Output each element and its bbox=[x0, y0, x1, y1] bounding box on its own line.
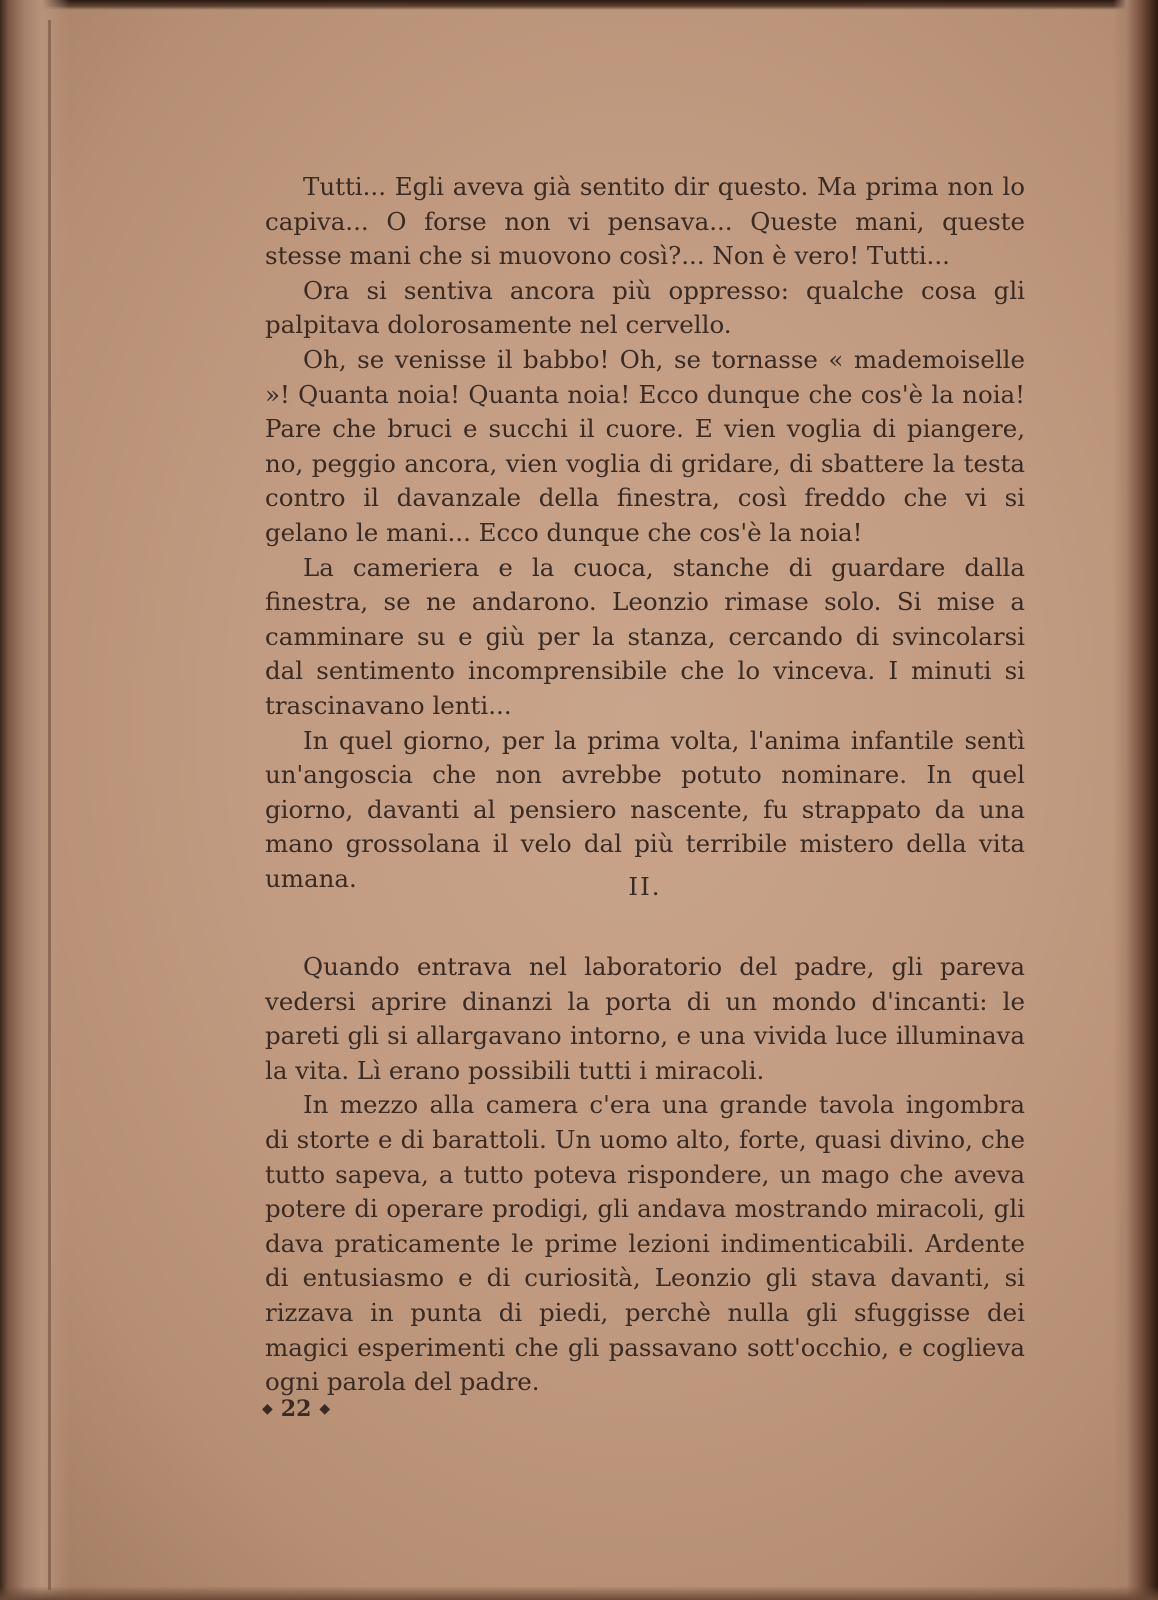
paragraph: La cameriera e la cuoca, stanche di guardare dalla finestra, se ne andarono. Leonzio rimase solo. Si mise a camminare su e giù per la stanza, cercando di svincolarsi dal sentimento incomprensibile che lo vinceva. I minuti si trascinavano lenti... bbox=[265, 552, 1025, 720]
paragraph: Tutti... Egli aveva già sentito dir questo. Ma prima non lo capiva... O forse non vi pensava... Queste mani, queste stesse mani che si muovono così?... Non è vero! Tutti... bbox=[265, 172, 1025, 271]
paragraph: Quando entrava nel laboratorio del padre, gli pareva vedersi aprire dinanzi la porta di un mondo d'incanti: le pareti gli si allargavano intorno, e una vivida luce illuminava la vita. Lì erano possibili tutti i miracoli. bbox=[265, 952, 1025, 1085]
section-heading: II. bbox=[628, 872, 662, 901]
page-binding-edge bbox=[1113, 0, 1158, 1600]
page-number-footer bbox=[262, 1396, 330, 1422]
page-left-edge bbox=[0, 0, 70, 1600]
paragraph: Ora si sentiva ancora più oppresso: qualche cosa gli palpitava dolorosamente nel cervello. bbox=[265, 275, 1025, 340]
text-block-top bbox=[265, 170, 1025, 896]
diamond-ornament-icon: ◆ bbox=[319, 1401, 331, 1417]
paragraph: Oh, se venisse il babbo! Oh, se tornasse « mademoiselle »! Quanta noia! Quanta noia! Ecco dunque che cos'è la noia! Pare che bruci e succhi il cuore. E vien voglia di piangere, no, peggio ancora, vien voglia di gridare, di sbattere la testa contro il davanzale della finestra, così freddo che vi si gelano le mani... Ecco dunque che cos'è la noia! bbox=[265, 344, 1025, 547]
page-top-edge bbox=[0, 0, 1158, 10]
page-fold-line bbox=[48, 20, 51, 1590]
paragraph: In quel giorno, per la prima volta, l'anima infantile sentì un'angoscia che non avrebbe potuto nominare. In quel giorno, davanti al pensiero nascente, fu strappato da una mano grossolana il velo dal più terribile mistero della vita umana. bbox=[265, 725, 1025, 893]
page-bottom-edge bbox=[0, 1586, 1158, 1600]
page-number: 22 bbox=[280, 1396, 312, 1422]
text-block-bottom bbox=[265, 950, 1025, 1400]
paragraph: In mezzo alla camera c'era una grande tavola ingombra di storte e di barattoli. Un uomo alto, forte, quasi divino, che tutto sapeva, a tutto poteva rispondere, un mago che aveva potere di operare prodigi, gli andava mostrando miracoli, gli dava praticamente le prime lezioni indimenticabili. Ardente di entusiasmo e di curiosità, Leonzio gli stava davanti, si rizzava in punta di piedi, perchè nulla gli sfuggisse dei magici esperimenti che gli passavano sott'occhio, e coglieva ogni parola del padre. bbox=[265, 1090, 1025, 1397]
diamond-ornament-icon: ◆ bbox=[262, 1401, 273, 1417]
